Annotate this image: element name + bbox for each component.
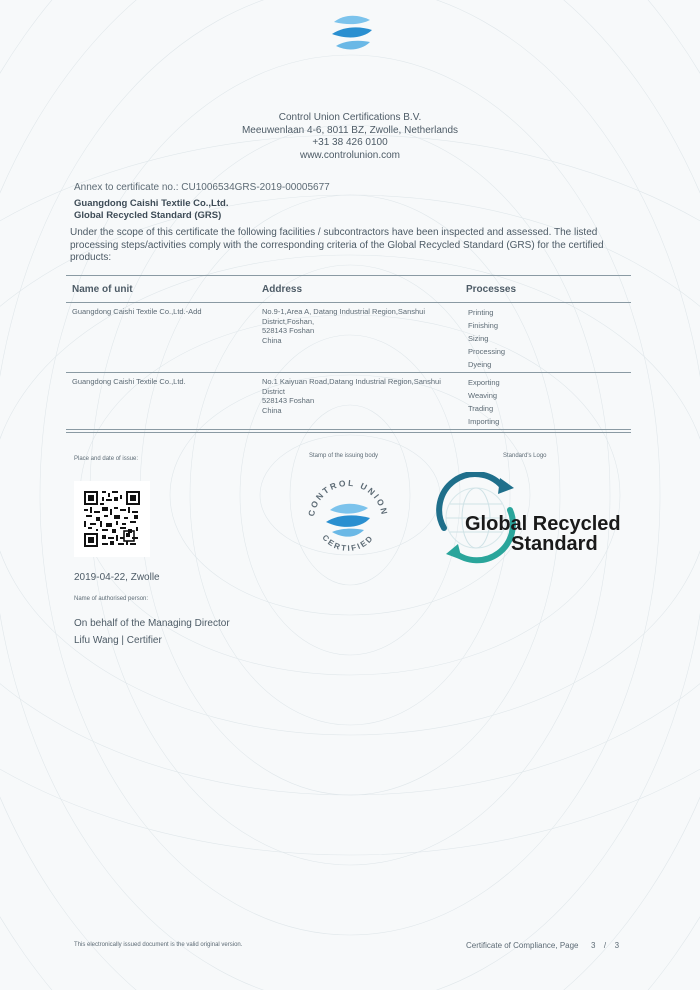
row-1-processes bbox=[468, 306, 505, 371]
address-line: China bbox=[262, 405, 282, 415]
process-item: Finishing bbox=[468, 321, 499, 330]
row-divider bbox=[66, 372, 631, 373]
process-item: Processing bbox=[468, 347, 506, 356]
issuer-name: Control Union Certifications B.V. bbox=[278, 112, 422, 123]
process-item: Exporting bbox=[468, 378, 500, 387]
header-address: Address bbox=[262, 284, 303, 295]
process-item: Printing bbox=[468, 308, 494, 317]
certified-company-block bbox=[74, 198, 228, 222]
address-line: China bbox=[262, 335, 282, 345]
stamp-bottom-text: CERTIFIED bbox=[320, 532, 376, 554]
scope-intro-text: Under the scope of this certificate the following facilities / subcontractors have been inspected and assessed. The listed processing steps/activities comply with the corresponding criteria of the Global Recycled Standard (GRS) for the certified products: bbox=[70, 227, 604, 263]
annex-certificate-number: Annex to certificate no.: CU1006534GRS-2019-00005677 bbox=[74, 182, 330, 193]
table-top-rule bbox=[66, 275, 631, 276]
process-item: Dyeing bbox=[468, 360, 492, 369]
table-header-rule bbox=[66, 302, 631, 303]
page-current: 3 bbox=[590, 941, 596, 950]
address-line: No.9-1,Area A, Datang Industrial Region,Sanshui bbox=[262, 307, 426, 316]
page-total: 3 bbox=[614, 941, 620, 950]
control-union-wave-icon bbox=[328, 12, 376, 56]
process-item: Weaving bbox=[468, 391, 498, 400]
row-2-processes bbox=[468, 376, 500, 428]
standard-logo-label: Standard's Logo bbox=[503, 453, 547, 459]
signer-name: Lifu Wang | Certifier bbox=[74, 635, 162, 646]
stamp-label: Stamp of the issuing body bbox=[309, 453, 379, 459]
table-bottom-rule bbox=[66, 429, 631, 430]
stamp-wave-icon bbox=[326, 504, 370, 537]
header-name-of-unit: Name of unit bbox=[72, 284, 133, 295]
qr-code-graphic bbox=[84, 491, 140, 547]
issuer-address: Meeuwenlaan 4-6, 8011 BZ, Zwolle, Netherlands bbox=[241, 124, 459, 136]
row-2-unit-name bbox=[72, 377, 186, 387]
authorised-person-label: Name of authorised person: bbox=[74, 596, 149, 602]
page-label: Certificate of Compliance, Page bbox=[466, 941, 579, 950]
footer-validity-note: This electronically issued document is the valid original version. bbox=[74, 942, 243, 948]
control-union-certified-stamp bbox=[302, 472, 394, 564]
address-line: No.1 Kaiyuan Road,Datang Industrial Region,Sanshui bbox=[262, 377, 441, 386]
grs-logo-line1: Global Recycled bbox=[465, 513, 621, 535]
footer-page-indicator bbox=[466, 941, 619, 950]
address-line: District bbox=[262, 386, 285, 396]
company-name: Guangdong Caishi Textile Co.,Ltd. bbox=[74, 198, 229, 209]
row-2-address bbox=[262, 377, 441, 415]
unit-name-text: Guangdong Caishi Textile Co.,Ltd.-Add bbox=[72, 307, 202, 316]
process-item: Importing bbox=[468, 417, 500, 426]
table-bottom-rule-double bbox=[66, 432, 631, 433]
page-separator: / bbox=[603, 941, 607, 950]
address-line: 528143 Foshan bbox=[262, 396, 315, 405]
stamp-top-text: CONTROL UNION bbox=[306, 477, 390, 518]
header-processes: Processes bbox=[466, 284, 517, 295]
issue-date-place: 2019-04-22, Zwolle bbox=[74, 572, 160, 583]
row-1-address bbox=[262, 307, 425, 345]
global-recycled-standard-logo bbox=[430, 472, 630, 564]
issuer-website: www.controlunion.com bbox=[299, 149, 401, 161]
address-line: District,Foshan, bbox=[262, 316, 315, 326]
process-item: Trading bbox=[468, 404, 494, 413]
on-behalf-text: On behalf of the Managing Director bbox=[74, 618, 230, 629]
place-date-label: Place and date of issue: bbox=[74, 456, 139, 462]
address-line: 528143 Foshan bbox=[262, 326, 315, 335]
process-item: Sizing bbox=[468, 334, 489, 343]
issuer-address-block bbox=[0, 112, 700, 162]
signer-block bbox=[74, 615, 230, 649]
issuer-phone: +31 38 426 0100 bbox=[312, 137, 388, 148]
qr-code-icon[interactable] bbox=[74, 481, 150, 557]
standard-name: Global Recycled Standard (GRS) bbox=[74, 210, 222, 221]
unit-name-text: Guangdong Caishi Textile Co.,Ltd. bbox=[72, 377, 186, 386]
row-1-unit-name bbox=[72, 307, 202, 317]
grs-logo-line2: Standard bbox=[511, 533, 598, 555]
